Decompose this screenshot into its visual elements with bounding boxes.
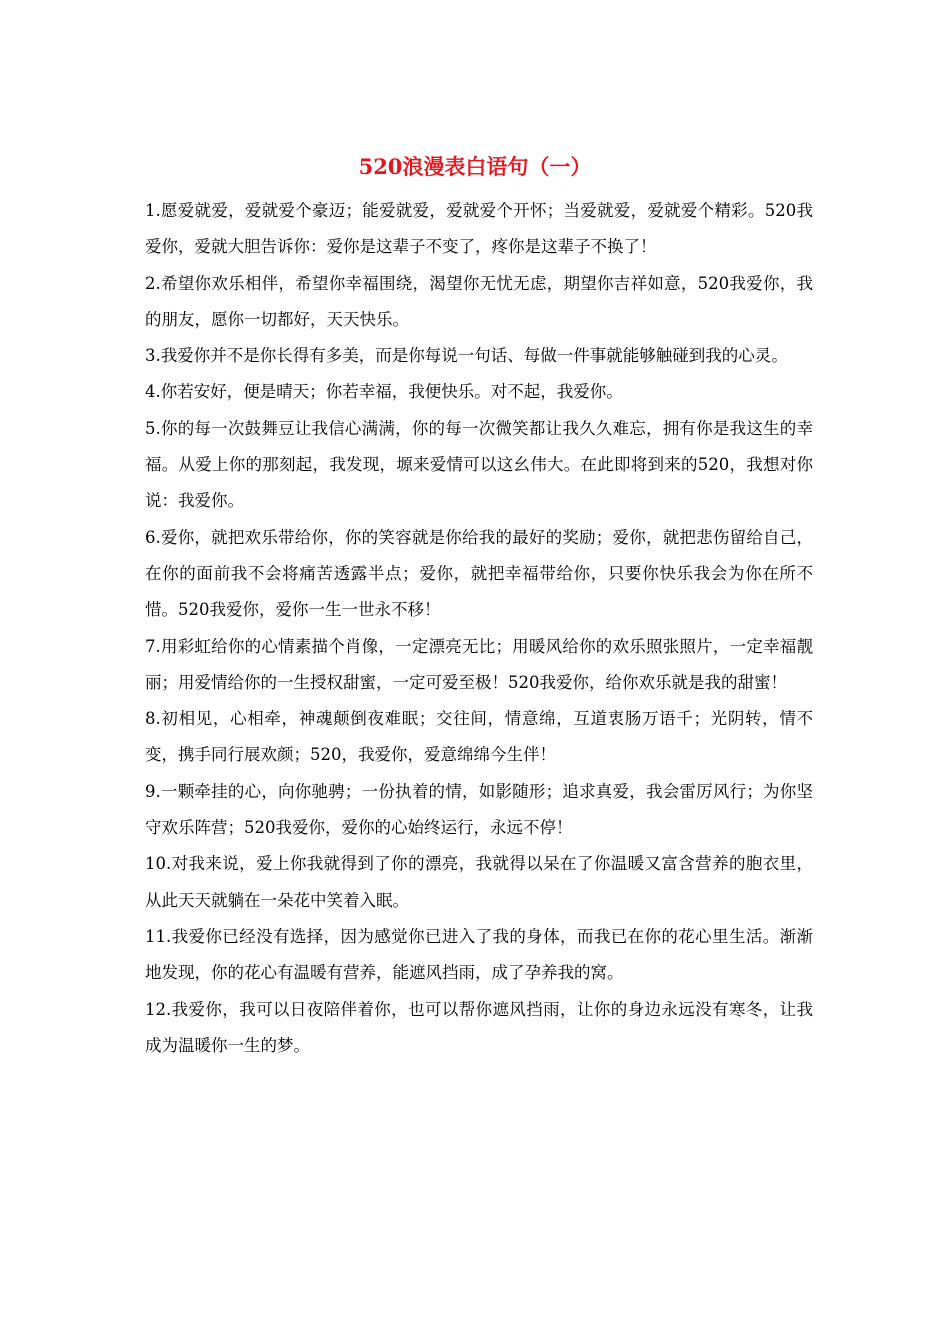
paragraph-1: 1.愿爱就爱，爱就爱个豪迈；能爱就爱，爱就爱个开怀；当爱就爱，爱就爱个精彩。520我爱你，爱就大胆告诉你：爱你是这辈子不变了，疼你是这辈子不换了！ — [145, 201, 813, 257]
paragraph-3: 3.我爱你并不是你长得有多美，而是你每说一句话、每做一件事就能够触碰到我的心灵。 — [145, 346, 788, 366]
paragraph-12: 12.我爱你，我可以日夜陪伴着你，也可以帮你遮风挡雨，让你的身边永远没有寒冬，让我成为温暖你一生的梦。 — [145, 999, 813, 1055]
document-body — [145, 193, 813, 1064]
paragraph-11: 11.我爱你已经没有选择，因为感觉你已进入了我的身体，而我已在你的花心里生活。渐渐地发现，你的花心有温暖有营养，能遮风挡雨，成了孕养我的窝。 — [145, 926, 813, 983]
paragraph-7: 7.用彩虹给你的心情素描个肖像，一定漂亮无比；用暖风给你的欢乐照张照片，一定幸福靓丽；用爱情给你的一生授权甜蜜，一定可爱至极！520我爱你，给你欢乐就是我的甜蜜！ — [145, 636, 813, 692]
page-title: 520浪漫表白语句（一） — [358, 154, 592, 179]
paragraph-10: 10.对我来说，爱上你我就得到了你的漂亮，我就得以呆在了你温暖又富含营养的胞衣里，从此天天就躺在一朵花中笑着入眠。 — [145, 854, 813, 910]
paragraph-6: 6.爱你，就把欢乐带给你，你的笑容就是你给我的最好的奖励；爱你，就把悲伤留给自己，在你的面前我不会将痛苦透露半点；爱你，就把幸福带给你，只要你快乐我会为你在所不惜。520我爱你，爱你一生一世永不移！ — [145, 527, 813, 620]
paragraph-8: 8.初相见，心相牵，神魂颠倒夜难眠；交往间，情意绵，互道衷肠万语千；光阴转，情不变，携手同行展欢颜；520，我爱你，爱意绵绵今生伴！ — [145, 709, 813, 765]
paragraph-9: 9.一颗牵挂的心，向你驰骋；一份执着的情，如影随形；追求真爱，我会雷厉风行；为你坚守欢乐阵营；520我爱你，爱你的心始终运行，永远不停！ — [145, 781, 813, 838]
paragraph-5: 5.你的每一次鼓舞豆让我信心满满，你的每一次微笑都让我久久难忘，拥有你是我这生的幸福。从爱上你的那刻起，我发现，塬来爱情可以这幺伟大。在此即将到来的520，我想对你说：我爱你。 — [145, 418, 813, 511]
paragraph-2: 2.希望你欢乐相伴，希望你幸福围绕，渴望你无忧无虑，期望你吉祥如意，520我爱你，我的朋友，愿你一切都好，天天快乐。 — [145, 273, 813, 329]
paragraph-4: 4.你若安好，便是晴天；你若幸福，我便快乐。对不起，我爱你。 — [145, 382, 623, 402]
